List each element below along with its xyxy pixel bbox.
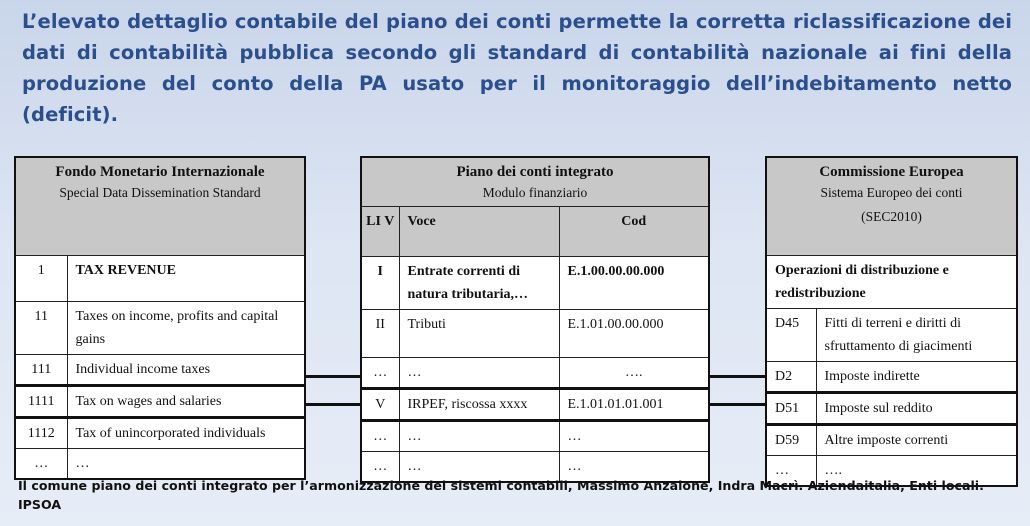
connector-line-left-bottom	[306, 403, 360, 406]
imf-label: Taxes on income, profits and capital gains	[67, 301, 305, 354]
table-row	[15, 255, 305, 301]
pdc-voce: …	[399, 452, 559, 483]
pdc-subtitle: Modulo finanziario	[482, 185, 588, 200]
pdc-liv: …	[361, 358, 399, 389]
table-row	[766, 361, 1017, 392]
sec-group: Operazioni di distribuzione e redistribuzione	[766, 255, 1017, 308]
pdc-cod: …	[559, 421, 709, 452]
pdc-voce: Tributi	[399, 310, 559, 358]
imf-code: …	[15, 448, 67, 479]
sec-title: Commissione Europea	[819, 164, 964, 180]
table-row	[15, 448, 305, 479]
table-row	[15, 385, 305, 417]
imf-code: 111	[15, 354, 67, 385]
headline: L’elevato dettaglio contabile del piano dei conti permette la corretta riclassificazione dei dati di contabilità pubblica secondo gli standard di contabilità nazionale ai fini della produzione del conto della PA usato per il monitoraggio dell’indebitamento netto (deficit).	[22, 10, 1012, 126]
pdc-liv: V	[361, 389, 399, 421]
pdc-voce: …	[399, 358, 559, 389]
pdc-cod: E.1.01.00.00.000	[559, 310, 709, 358]
pdc-table	[360, 156, 710, 483]
sec-code: D2	[766, 361, 816, 392]
table-row	[766, 392, 1017, 424]
pdc-liv: I	[361, 257, 399, 310]
connector-line-right	[710, 375, 765, 378]
caption: Il comune piano dei conti integrato per l’armonizzazione dei sistemi contabili, Massimo Anzalone, Indra Macrì. Aziendaitalia, Enti locali. IPSOA	[18, 478, 984, 512]
pdc-title: Piano dei conti integrato	[456, 164, 614, 180]
connector-line-left	[306, 375, 360, 378]
imf-label: …	[67, 448, 305, 479]
pdc-column-headers	[361, 207, 709, 257]
sec-label: Fitti di terreni e diritti di sfruttamento di giacimenti	[816, 308, 1017, 361]
pdc-liv: …	[361, 452, 399, 483]
table-row	[361, 421, 709, 452]
sec-label: Imposte sul reddito	[816, 392, 1017, 424]
table-row	[361, 358, 709, 389]
imf-label: Tax on wages and salaries	[67, 385, 305, 417]
pdc-header	[361, 157, 709, 207]
imf-code: 1	[15, 255, 67, 301]
imf-code: 11	[15, 301, 67, 354]
sec-code: …	[766, 455, 816, 486]
table-row	[766, 255, 1017, 308]
sec-header	[766, 157, 1017, 255]
pdc-col-liv: LI V	[361, 207, 399, 257]
pdc-voce: …	[399, 421, 559, 452]
sec-code: D45	[766, 308, 816, 361]
sec-label: Imposte indirette	[816, 361, 1017, 392]
sec-code: D51	[766, 392, 816, 424]
pdc-col-voce: Voce	[399, 207, 559, 257]
table-row	[361, 310, 709, 358]
pdc-cod: E.1.00.00.00.000	[559, 257, 709, 310]
pdc-cod: ….	[559, 358, 709, 389]
table-row	[361, 257, 709, 310]
table-row	[361, 389, 709, 421]
imf-label: Tax of unincorporated individuals	[67, 417, 305, 448]
imf-header	[15, 157, 305, 255]
sec-subtitle: Sistema Europeo dei conti	[820, 185, 963, 200]
table-row	[15, 354, 305, 385]
sec-label: Altre imposte correnti	[816, 424, 1017, 455]
sec-subtitle-2: (SEC2010)	[861, 209, 922, 224]
connector-line-right-bottom	[710, 403, 765, 406]
pdc-cod: …	[559, 452, 709, 483]
imf-title: Fondo Monetario Internazionale	[55, 164, 265, 180]
sec-table	[765, 156, 1018, 487]
sec-code: D59	[766, 424, 816, 455]
imf-code: 1112	[15, 417, 67, 448]
table-row	[15, 301, 305, 354]
pdc-liv: II	[361, 310, 399, 358]
table-row	[766, 424, 1017, 455]
pdc-voce: IRPEF, riscossa xxxx	[399, 389, 559, 421]
imf-table	[14, 156, 306, 480]
imf-label: TAX REVENUE	[67, 255, 305, 301]
table-row	[15, 417, 305, 448]
imf-label: Individual income taxes	[67, 354, 305, 385]
imf-code: 1111	[15, 385, 67, 417]
pdc-col-cod: Cod	[559, 207, 709, 257]
imf-subtitle: Special Data Dissemination Standard	[59, 185, 261, 200]
pdc-liv: …	[361, 421, 399, 452]
sec-label: ….	[816, 455, 1017, 486]
pdc-cod: E.1.01.01.01.001	[559, 389, 709, 421]
table-row	[766, 308, 1017, 361]
pdc-voce: Entrate correnti di natura tributaria,…	[399, 257, 559, 310]
